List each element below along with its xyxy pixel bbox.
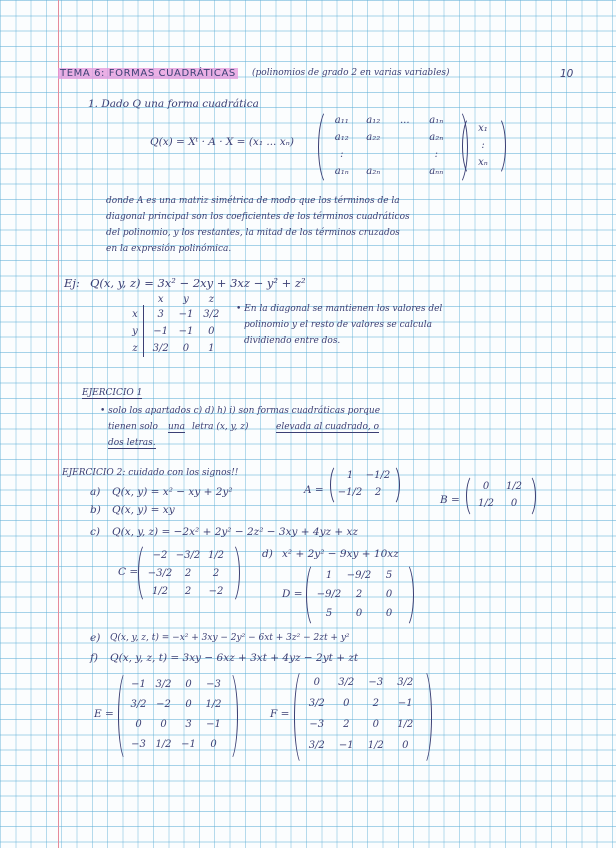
exercise2-d-expr: x² + 2y² − 9xy + 10xz [282, 548, 399, 560]
matrix-f-paren-right [414, 668, 432, 766]
matrix-a-cell: ... [399, 115, 410, 126]
example-matrix-cell: 3/2 [203, 309, 220, 320]
matrix-d-label: D = [282, 588, 303, 600]
matrix-a-cell: a₁ₙ [334, 166, 349, 177]
example-expression: Q(x, y, z) = 3x² − 2xy + 3xz − y² + z² [90, 276, 306, 290]
exercise2-a-label: a) [90, 486, 101, 498]
example-note-line-2: polinomio y el resto de valores se calcula [244, 320, 432, 330]
matrix-a-cell: a₁₂ [334, 132, 349, 143]
matrix-f-label: F = [270, 708, 290, 720]
matrix-c-cell: 1/2 [207, 549, 225, 561]
matrix-d-cell: 0 [385, 589, 393, 600]
exercise2-c-label: c) [90, 526, 100, 538]
example-column-headers [148, 292, 224, 306]
matrix-b-paren-right [520, 474, 536, 518]
matrix-e-cell: 0 [185, 678, 192, 690]
matrix-e-cell: −1 [181, 738, 196, 750]
matrix-c-cell: −2 [152, 549, 168, 561]
matrix-e-label: E = [94, 708, 114, 720]
example-row-header: x [132, 309, 138, 320]
matrix-a-cell: a₂ₙ [429, 132, 444, 143]
matrix-d-cell: 0 [355, 608, 363, 619]
matrix-f-cell: −1 [338, 740, 354, 751]
matrix-e-cell: 0 [160, 718, 167, 730]
example-table-rule [143, 305, 144, 357]
matrix-a-cell: a₁₁ [334, 115, 349, 126]
exercise2-title: EJERCICIO 2: cuidado con los signos!! [62, 468, 239, 478]
matrix-e-cell: 0 [185, 698, 192, 710]
matrix-f-cell: 1/2 [397, 719, 414, 730]
topic-title: TEMA 6: FORMAS CUADRÁTICAS [60, 68, 236, 79]
vector-x-cell: xₙ [478, 157, 488, 168]
exercise1-line-2d: elevada al cuadrado, o [276, 422, 380, 432]
exercise1-line-2c: letra (x, y, z) [192, 422, 249, 432]
matrix-e-cell: −2 [156, 698, 171, 710]
matrix-d-cell: −9/2 [316, 589, 342, 600]
matrix-b-label: B = [440, 494, 460, 506]
exercise1-line-3: dos letras. [108, 438, 156, 448]
exercise1-line-2a: tienen solo [108, 422, 158, 432]
topic-subtitle: (polinomios de grado 2 en varias variables) [252, 68, 450, 78]
vector-x-cell: x₁ [478, 123, 488, 134]
exercise2-b-label: b) [90, 504, 101, 516]
matrix-d-cell: −9/2 [346, 570, 372, 581]
matrix-f-cell: 3/2 [338, 677, 355, 688]
matrix-a-cell: 1 [346, 470, 354, 481]
matrix-c-paren-right [222, 542, 240, 604]
explanation-line-1: donde A es una matriz simétrica de modo que los términos de la [106, 196, 400, 206]
matrix-d [314, 566, 404, 623]
matrix-c-cell: 2 [212, 567, 220, 579]
explanation-line-3: del polinomio, y los restantes, la mitad de los términos cruzados [106, 228, 400, 238]
matrix-c-cell: −3/2 [147, 567, 173, 579]
matrix-e-cell: 3/2 [130, 698, 147, 710]
example-matrix-cell: 0 [208, 326, 215, 337]
definition-formula: Q(x) = Xᵗ · A · X = (x₁ ... xₙ) [150, 136, 295, 148]
example-row-header: y [132, 326, 138, 337]
exercise2-f-label: f) [90, 652, 98, 664]
matrix-d-cell: 0 [385, 608, 393, 619]
matrix-a-cell: a₂₂ [366, 132, 381, 143]
matrix-a-generic [326, 112, 452, 180]
example-matrix-cell: 1 [208, 343, 215, 354]
matrix-c-cell: 2 [184, 585, 192, 597]
vector-x-cell: : [481, 140, 485, 151]
matrix-a-cell: aₙₙ [429, 166, 444, 177]
matrix-e-cell: 3 [185, 718, 192, 730]
example-matrix-cell: −1 [178, 309, 194, 320]
exercise2-a-expr: Q(x, y) = x² − xy + 2y² [112, 486, 233, 498]
vector-x-right-paren [488, 116, 506, 176]
explanation-line-2: diagonal principal son los coeficientes de los términos cuadráticos [106, 212, 410, 222]
example-matrix-cell: −1 [153, 326, 169, 337]
example-col-header: x [157, 293, 164, 305]
matrix-f-cell: 2 [343, 719, 350, 730]
matrix-f-cell: 0 [372, 719, 379, 730]
matrix-f-cell: 0 [343, 698, 350, 709]
example-matrix-cell: 3 [157, 309, 164, 320]
matrix-f-cell: −1 [397, 698, 413, 709]
matrix-e-cell: 1/2 [155, 738, 172, 750]
matrix-e-cell: 0 [135, 718, 142, 730]
example-col-header: y [183, 293, 189, 305]
matrix-f-cell: 1/2 [367, 740, 384, 751]
exercise2-e-label: e) [90, 632, 101, 644]
matrix-f-cell: 0 [313, 677, 320, 688]
matrix-c-label: C = [118, 566, 139, 578]
example-col-header: z [208, 293, 214, 305]
matrix-b-cell: 0 [482, 481, 490, 492]
matrix-e [126, 674, 226, 754]
exercise1-line-2b: una [168, 422, 185, 432]
matrix-a-cell: a₂ₙ [366, 166, 381, 177]
matrix-d-cell: 1 [325, 570, 333, 581]
matrix-e-cell: −1 [131, 678, 146, 690]
matrix-e-cell: 1/2 [205, 698, 222, 710]
matrix-d-cell: 5 [385, 570, 393, 581]
example-row-headers [128, 306, 142, 357]
definition-intro: 1. Dado Q una forma cuadrática [88, 98, 259, 110]
page-number: 10 [560, 68, 574, 80]
example-matrix [148, 306, 224, 357]
matrix-a-cell: −1/2 [337, 487, 363, 498]
exercise2-c-expr: Q(x, y, z) = −2x² + 2y² − 2z² − 3xy + 4yz + xz [112, 526, 358, 538]
explanation-line-4: en la expresión polinómica. [106, 244, 232, 254]
matrix-c [146, 546, 230, 600]
matrix-e-cell: −3 [206, 678, 221, 690]
matrix-a-label: A = [304, 484, 324, 496]
matrix-a-cell: : [340, 149, 344, 160]
example-matrix-cell: 3/2 [152, 343, 169, 354]
exercise2-f-expr: Q(x, y, z, t) = 3xy − 6xz + 3xt + 4yz − 2yt + zt [110, 652, 359, 664]
exercise2-e-expr: Q(x, y, z, t) = −x² + 3xy − 2y² − 6xt + 3z² − 2zt + y² [110, 633, 350, 643]
matrix-a-paren-right [384, 464, 400, 506]
matrix-c-cell: −3/2 [175, 549, 201, 561]
matrix-e-cell: −1 [206, 718, 221, 730]
matrix-f-cell: 0 [402, 740, 409, 751]
matrix-a-cell: 2 [374, 487, 382, 498]
example-note-line-3: dividiendo entre dos. [244, 336, 341, 346]
exercise1-line-1: • solo los apartados c) d) h) i) son formas cuadráticas porque [100, 406, 381, 416]
matrix-c-cell: 1/2 [151, 585, 169, 597]
matrix-e-cell: 3/2 [155, 678, 172, 690]
example-matrix-cell: 0 [182, 343, 190, 354]
matrix-f-cell: 3/2 [308, 698, 325, 709]
matrix-f-cell: −3 [309, 719, 325, 730]
matrix-b-cell: 1/2 [477, 498, 495, 509]
matrix-a-cell: : [434, 149, 438, 160]
matrix-f-cell: 3/2 [308, 740, 325, 751]
example-matrix-cell: −1 [178, 326, 194, 337]
matrix-d-cell: 2 [355, 589, 363, 600]
matrix-e-cell: 0 [210, 738, 217, 750]
matrix-e-paren-right [220, 670, 238, 762]
matrix-f [302, 672, 420, 756]
matrix-b-cell: 1/2 [505, 481, 523, 492]
matrix-c-cell: −2 [208, 585, 224, 597]
exercise2-b-expr: Q(x, y) = xy [112, 504, 175, 516]
matrix-f-cell: −3 [368, 677, 384, 688]
matrix-a-cell: −1/2 [365, 470, 391, 481]
matrix-f-cell: 3/2 [397, 677, 414, 688]
matrix-b-cell: 0 [510, 498, 518, 509]
exercise2-d-label: d) [262, 548, 273, 560]
matrix-f-cell: 2 [372, 698, 379, 709]
example-note-line-1: • En la diagonal se mantienen los valores del [236, 304, 443, 314]
matrix-c-cell: 2 [184, 567, 192, 579]
example-label: Ej: [64, 276, 80, 290]
matrix-a-cell: a₁ₙ [429, 115, 444, 126]
matrix-a-cell: a₁₂ [366, 115, 381, 126]
example-row-header: z [132, 343, 138, 354]
exercise1-title: EJERCICIO 1 [82, 388, 143, 398]
matrix-d-cell: 5 [325, 608, 333, 619]
matrix-d-paren-right [396, 562, 414, 628]
matrix-e-cell: −3 [131, 738, 146, 750]
